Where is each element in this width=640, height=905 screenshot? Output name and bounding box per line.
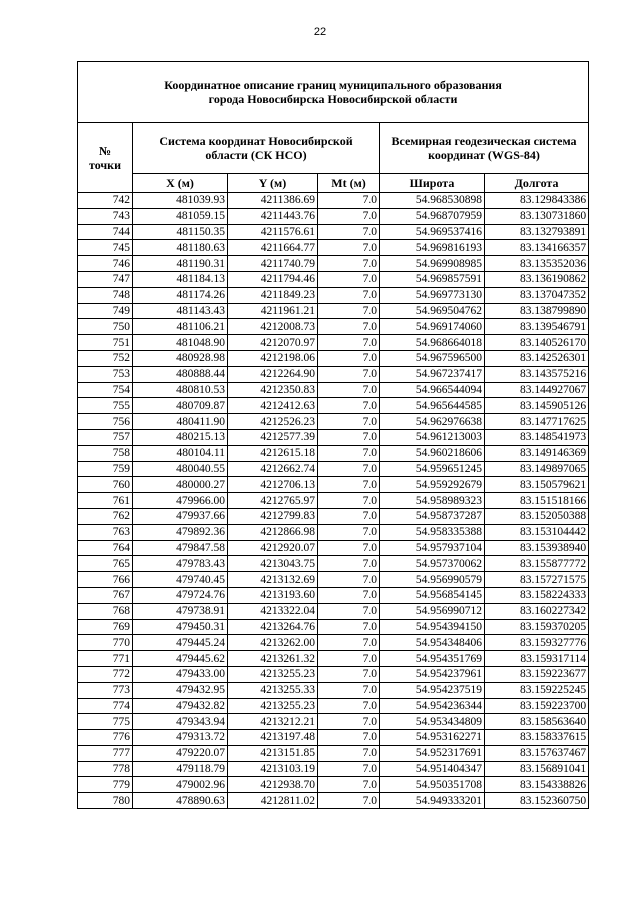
point-number-label: точки: [88, 157, 122, 172]
longitude-cell: 83.154338826: [485, 777, 589, 793]
longitude-cell: 83.159223700: [485, 698, 589, 714]
point-number-symbol: №: [98, 143, 112, 158]
longitude-cell: 83.130731860: [485, 208, 589, 224]
y-cell: 4213264.76: [228, 619, 318, 635]
point-number-cell: 758: [78, 445, 133, 461]
mt-cell: 7.0: [318, 271, 380, 287]
y-cell: 4212765.97: [228, 493, 318, 509]
point-number-cell: 780: [78, 793, 133, 809]
table-row: [78, 666, 589, 682]
longitude-cell: 83.148541973: [485, 429, 589, 445]
mt-cell: 7.0: [318, 382, 380, 398]
point-number-cell: 744: [78, 224, 133, 240]
latitude-cell: 54.954394150: [380, 619, 485, 635]
point-number-cell: 769: [78, 619, 133, 635]
mt-cell: 7.0: [318, 698, 380, 714]
latitude-cell: 54.969816193: [380, 240, 485, 256]
longitude-cell: 83.149146369: [485, 445, 589, 461]
point-number-cell: 750: [78, 319, 133, 335]
wgs-header-line-1: Всемирная геодезическая система: [391, 134, 577, 148]
x-cell: 479740.45: [133, 572, 228, 588]
mt-cell: 7.0: [318, 619, 380, 635]
y-cell: 4212706.13: [228, 477, 318, 493]
x-cell: 480000.27: [133, 477, 228, 493]
latitude-cell: 54.968664018: [380, 335, 485, 351]
latitude-cell: 54.969857591: [380, 271, 485, 287]
latitude-cell: 54.967596500: [380, 350, 485, 366]
y-cell: 4212577.39: [228, 429, 318, 445]
table-row: [78, 240, 589, 256]
mt-cell: 7.0: [318, 461, 380, 477]
y-cell: 4212070.97: [228, 335, 318, 351]
latitude-cell: 54.958335388: [380, 524, 485, 540]
mt-cell: 7.0: [318, 303, 380, 319]
latitude-cell: 54.958737287: [380, 508, 485, 524]
mt-cell: 7.0: [318, 666, 380, 682]
x-cell: 481150.35: [133, 224, 228, 240]
x-cell: 479002.96: [133, 777, 228, 793]
y-cell: 4213193.60: [228, 587, 318, 603]
mt-cell: 7.0: [318, 761, 380, 777]
table-title-line-1: Координатное описание границ муниципального образования: [164, 78, 502, 92]
wgs-header-line-2: координат (WGS-84): [428, 148, 540, 162]
point-number-cell: 754: [78, 382, 133, 398]
mt-cell: 7.0: [318, 682, 380, 698]
longitude-cell: 83.155877772: [485, 556, 589, 572]
longitude-cell: 83.159223677: [485, 666, 589, 682]
longitude-cell: 83.160227342: [485, 603, 589, 619]
y-cell: 4211576.61: [228, 224, 318, 240]
longitude-cell: 83.143575216: [485, 366, 589, 382]
x-cell: 479966.00: [133, 493, 228, 509]
point-number-cell: 749: [78, 303, 133, 319]
x-cell: 480810.53: [133, 382, 228, 398]
y-cell: 4213261.32: [228, 651, 318, 667]
table-row: [78, 524, 589, 540]
point-number-cell: 770: [78, 635, 133, 651]
x-cell: 479724.76: [133, 587, 228, 603]
table-row: [78, 256, 589, 272]
point-number-cell: 761: [78, 493, 133, 509]
x-cell: 481059.15: [133, 208, 228, 224]
point-number-cell: 768: [78, 603, 133, 619]
table-row: [78, 714, 589, 730]
mt-cell: 7.0: [318, 398, 380, 414]
latitude-cell: 54.966544094: [380, 382, 485, 398]
x-cell: 480928.98: [133, 350, 228, 366]
point-number-cell: 752: [78, 350, 133, 366]
x-cell: 481184.13: [133, 271, 228, 287]
latitude-cell: 54.969537416: [380, 224, 485, 240]
longitude-cell: 83.135352036: [485, 256, 589, 272]
y-cell: 4212938.70: [228, 777, 318, 793]
longitude-cell: 83.152050388: [485, 508, 589, 524]
y-cell: 4213262.00: [228, 635, 318, 651]
table-row: [78, 303, 589, 319]
table-row: [78, 193, 589, 209]
x-cell: 479847.58: [133, 540, 228, 556]
latitude-cell: 54.951404347: [380, 761, 485, 777]
latitude-cell: 54.954348406: [380, 635, 485, 651]
page-number: 22: [313, 26, 327, 38]
mt-cell: 7.0: [318, 493, 380, 509]
mt-cell: 7.0: [318, 572, 380, 588]
mt-cell: 7.0: [318, 256, 380, 272]
y-cell: 4211664.77: [228, 240, 318, 256]
point-number-cell: 762: [78, 508, 133, 524]
table-row: [78, 777, 589, 793]
point-number-cell: 764: [78, 540, 133, 556]
latitude-cell: 54.958989323: [380, 493, 485, 509]
x-cell: 481190.31: [133, 256, 228, 272]
longitude-cell: 83.158224333: [485, 587, 589, 603]
mt-cell: 7.0: [318, 429, 380, 445]
x-cell: 479433.00: [133, 666, 228, 682]
y-cell: 4212412.63: [228, 398, 318, 414]
latitude-column-header: Широта: [380, 174, 485, 193]
latitude-cell: 54.967237417: [380, 366, 485, 382]
latitude-cell: 54.957370062: [380, 556, 485, 572]
y-cell: 4212866.98: [228, 524, 318, 540]
mt-cell: 7.0: [318, 714, 380, 730]
longitude-cell: 83.152360750: [485, 793, 589, 809]
mt-cell: 7.0: [318, 793, 380, 809]
table-row: [78, 761, 589, 777]
longitude-cell: 83.151518166: [485, 493, 589, 509]
longitude-cell: 83.132793891: [485, 224, 589, 240]
y-cell: 4213255.33: [228, 682, 318, 698]
x-cell: 480888.44: [133, 366, 228, 382]
longitude-cell: 83.147717625: [485, 414, 589, 430]
latitude-cell: 54.956990712: [380, 603, 485, 619]
latitude-cell: 54.969908985: [380, 256, 485, 272]
x-cell: 480040.55: [133, 461, 228, 477]
x-cell: 478890.63: [133, 793, 228, 809]
point-number-cell: 767: [78, 587, 133, 603]
y-cell: 4213103.19: [228, 761, 318, 777]
y-cell: 4213151.85: [228, 745, 318, 761]
longitude-column-header: Долгота: [485, 174, 589, 193]
mt-cell: 7.0: [318, 366, 380, 382]
y-cell: 4212920.07: [228, 540, 318, 556]
x-cell: 480215.13: [133, 429, 228, 445]
mt-cell: 7.0: [318, 193, 380, 209]
latitude-cell: 54.968707959: [380, 208, 485, 224]
table-row: [78, 335, 589, 351]
longitude-cell: 83.139546791: [485, 319, 589, 335]
table-row: [78, 461, 589, 477]
point-number-cell: 746: [78, 256, 133, 272]
latitude-cell: 54.952317691: [380, 745, 485, 761]
x-column-header: X (м): [133, 174, 228, 193]
point-number-cell: 763: [78, 524, 133, 540]
x-cell: 481048.90: [133, 335, 228, 351]
longitude-cell: 83.150579621: [485, 477, 589, 493]
x-cell: 479445.24: [133, 635, 228, 651]
latitude-cell: 54.954351769: [380, 651, 485, 667]
mt-cell: 7.0: [318, 777, 380, 793]
latitude-cell: 54.968530898: [380, 193, 485, 209]
y-cell: 4213132.69: [228, 572, 318, 588]
latitude-cell: 54.969504762: [380, 303, 485, 319]
mt-cell: 7.0: [318, 635, 380, 651]
x-cell: 479432.95: [133, 682, 228, 698]
mt-cell: 7.0: [318, 556, 380, 572]
table-row: [78, 445, 589, 461]
longitude-cell: 83.138799890: [485, 303, 589, 319]
longitude-cell: 83.129843386: [485, 193, 589, 209]
y-cell: 4213255.23: [228, 698, 318, 714]
table-row: [78, 793, 589, 809]
table-row: [78, 635, 589, 651]
mt-cell: 7.0: [318, 745, 380, 761]
mt-column-header: Mt (м): [318, 174, 380, 193]
latitude-cell: 54.953162271: [380, 730, 485, 746]
x-cell: 479432.82: [133, 698, 228, 714]
x-cell: 481143.43: [133, 303, 228, 319]
longitude-cell: 83.145905126: [485, 398, 589, 414]
point-number-cell: 771: [78, 651, 133, 667]
point-number-cell: 742: [78, 193, 133, 209]
x-cell: 480104.11: [133, 445, 228, 461]
point-number-cell: 751: [78, 335, 133, 351]
table-row: [78, 682, 589, 698]
y-cell: 4212811.02: [228, 793, 318, 809]
longitude-cell: 83.137047352: [485, 287, 589, 303]
longitude-cell: 83.136190862: [485, 271, 589, 287]
longitude-cell: 83.159327776: [485, 635, 589, 651]
x-cell: 479783.43: [133, 556, 228, 572]
longitude-cell: 83.159370205: [485, 619, 589, 635]
y-cell: 4213197.48: [228, 730, 318, 746]
table-body: [78, 193, 589, 809]
y-cell: 4211740.79: [228, 256, 318, 272]
mt-cell: 7.0: [318, 208, 380, 224]
point-number-cell: 765: [78, 556, 133, 572]
point-number-cell: 756: [78, 414, 133, 430]
latitude-cell: 54.954237961: [380, 666, 485, 682]
x-cell: 480411.90: [133, 414, 228, 430]
y-cell: 4212198.06: [228, 350, 318, 366]
point-number-cell: 760: [78, 477, 133, 493]
x-cell: 479450.31: [133, 619, 228, 635]
coordinates-table: [77, 61, 589, 809]
longitude-cell: 83.149897065: [485, 461, 589, 477]
table-row: [78, 698, 589, 714]
latitude-cell: 54.956990579: [380, 572, 485, 588]
table-row: [78, 508, 589, 524]
y-cell: 4212526.23: [228, 414, 318, 430]
latitude-cell: 54.969773130: [380, 287, 485, 303]
mt-cell: 7.0: [318, 240, 380, 256]
wgs-system-header: [380, 123, 589, 174]
mt-cell: 7.0: [318, 508, 380, 524]
table-row: [78, 224, 589, 240]
latitude-cell: 54.965644585: [380, 398, 485, 414]
longitude-cell: 83.158563640: [485, 714, 589, 730]
x-cell: 479892.36: [133, 524, 228, 540]
point-number-cell: 774: [78, 698, 133, 714]
x-cell: 481106.21: [133, 319, 228, 335]
latitude-cell: 54.961213003: [380, 429, 485, 445]
latitude-cell: 54.954237519: [380, 682, 485, 698]
table-row: [78, 319, 589, 335]
mt-cell: 7.0: [318, 603, 380, 619]
table-row: [78, 730, 589, 746]
table-row: [78, 429, 589, 445]
longitude-cell: 83.140526170: [485, 335, 589, 351]
longitude-cell: 83.153938940: [485, 540, 589, 556]
table-row: [78, 619, 589, 635]
x-cell: 479445.62: [133, 651, 228, 667]
latitude-cell: 54.954236344: [380, 698, 485, 714]
table-row: [78, 651, 589, 667]
mt-cell: 7.0: [318, 540, 380, 556]
x-cell: 479118.79: [133, 761, 228, 777]
x-cell: 479937.66: [133, 508, 228, 524]
point-number-cell: 772: [78, 666, 133, 682]
longitude-cell: 83.157271575: [485, 572, 589, 588]
table-row: [78, 350, 589, 366]
x-cell: 481039.93: [133, 193, 228, 209]
table-row: [78, 287, 589, 303]
y-cell: 4213212.21: [228, 714, 318, 730]
y-cell: 4211386.69: [228, 193, 318, 209]
x-cell: 479220.07: [133, 745, 228, 761]
x-cell: 480709.87: [133, 398, 228, 414]
table-row: [78, 382, 589, 398]
table-row: [78, 540, 589, 556]
table-row: [78, 587, 589, 603]
point-number-cell: 778: [78, 761, 133, 777]
mt-cell: 7.0: [318, 651, 380, 667]
mt-cell: 7.0: [318, 287, 380, 303]
table-row: [78, 271, 589, 287]
point-number-cell: 745: [78, 240, 133, 256]
longitude-cell: 83.158337615: [485, 730, 589, 746]
mt-cell: 7.0: [318, 350, 380, 366]
y-cell: 4213043.75: [228, 556, 318, 572]
y-cell: 4211443.76: [228, 208, 318, 224]
longitude-cell: 83.134166357: [485, 240, 589, 256]
y-cell: 4212350.83: [228, 382, 318, 398]
point-number-cell: 743: [78, 208, 133, 224]
nsk-system-header: [133, 123, 380, 174]
y-cell: 4212264.90: [228, 366, 318, 382]
table-row: [78, 398, 589, 414]
mt-cell: 7.0: [318, 587, 380, 603]
mt-cell: 7.0: [318, 477, 380, 493]
latitude-cell: 54.957937104: [380, 540, 485, 556]
latitude-cell: 54.959292679: [380, 477, 485, 493]
latitude-cell: 54.950351708: [380, 777, 485, 793]
y-cell: 4212615.18: [228, 445, 318, 461]
longitude-cell: 83.153104442: [485, 524, 589, 540]
y-cell: 4212662.74: [228, 461, 318, 477]
y-column-header: Y (м): [228, 174, 318, 193]
x-cell: 479313.72: [133, 730, 228, 746]
point-number-cell: 766: [78, 572, 133, 588]
latitude-cell: 54.960218606: [380, 445, 485, 461]
mt-cell: 7.0: [318, 524, 380, 540]
latitude-cell: 54.949333201: [380, 793, 485, 809]
mt-cell: 7.0: [318, 335, 380, 351]
y-cell: 4212799.83: [228, 508, 318, 524]
point-number-cell: 748: [78, 287, 133, 303]
nsk-header-line-2: области (СК НСО): [205, 148, 307, 162]
table-title: [78, 62, 589, 123]
latitude-cell: 54.953434809: [380, 714, 485, 730]
latitude-cell: 54.959651245: [380, 461, 485, 477]
y-cell: 4213255.23: [228, 666, 318, 682]
mt-cell: 7.0: [318, 224, 380, 240]
table-row: [78, 572, 589, 588]
point-number-cell: 755: [78, 398, 133, 414]
point-number-cell: 777: [78, 745, 133, 761]
table-row: [78, 208, 589, 224]
table-row: [78, 493, 589, 509]
point-number-cell: 776: [78, 730, 133, 746]
longitude-cell: 83.159317114: [485, 651, 589, 667]
point-number-cell: 779: [78, 777, 133, 793]
y-cell: 4213322.04: [228, 603, 318, 619]
longitude-cell: 83.156891041: [485, 761, 589, 777]
latitude-cell: 54.969174060: [380, 319, 485, 335]
x-cell: 481174.26: [133, 287, 228, 303]
point-number-cell: 747: [78, 271, 133, 287]
point-number-cell: 773: [78, 682, 133, 698]
table-row: [78, 603, 589, 619]
y-cell: 4211794.46: [228, 271, 318, 287]
point-number-header: [78, 123, 133, 193]
table-row: [78, 745, 589, 761]
mt-cell: 7.0: [318, 445, 380, 461]
x-cell: 481180.63: [133, 240, 228, 256]
y-cell: 4211849.23: [228, 287, 318, 303]
longitude-cell: 83.159225245: [485, 682, 589, 698]
table-row: [78, 556, 589, 572]
table-row: [78, 414, 589, 430]
mt-cell: 7.0: [318, 730, 380, 746]
mt-cell: 7.0: [318, 414, 380, 430]
x-cell: 479343.94: [133, 714, 228, 730]
table-title-line-2: города Новосибирска Новосибирской области: [208, 92, 458, 106]
point-number-cell: 753: [78, 366, 133, 382]
table-row: [78, 366, 589, 382]
longitude-cell: 83.157637467: [485, 745, 589, 761]
point-number-cell: 757: [78, 429, 133, 445]
mt-cell: 7.0: [318, 319, 380, 335]
point-number-cell: 759: [78, 461, 133, 477]
latitude-cell: 54.956854145: [380, 587, 485, 603]
x-cell: 479738.91: [133, 603, 228, 619]
y-cell: 4212008.73: [228, 319, 318, 335]
y-cell: 4211961.21: [228, 303, 318, 319]
longitude-cell: 83.144927067: [485, 382, 589, 398]
longitude-cell: 83.142526301: [485, 350, 589, 366]
table-row: [78, 477, 589, 493]
point-number-cell: 775: [78, 714, 133, 730]
nsk-header-line-1: Система координат Новосибирской: [159, 134, 353, 148]
latitude-cell: 54.962976638: [380, 414, 485, 430]
